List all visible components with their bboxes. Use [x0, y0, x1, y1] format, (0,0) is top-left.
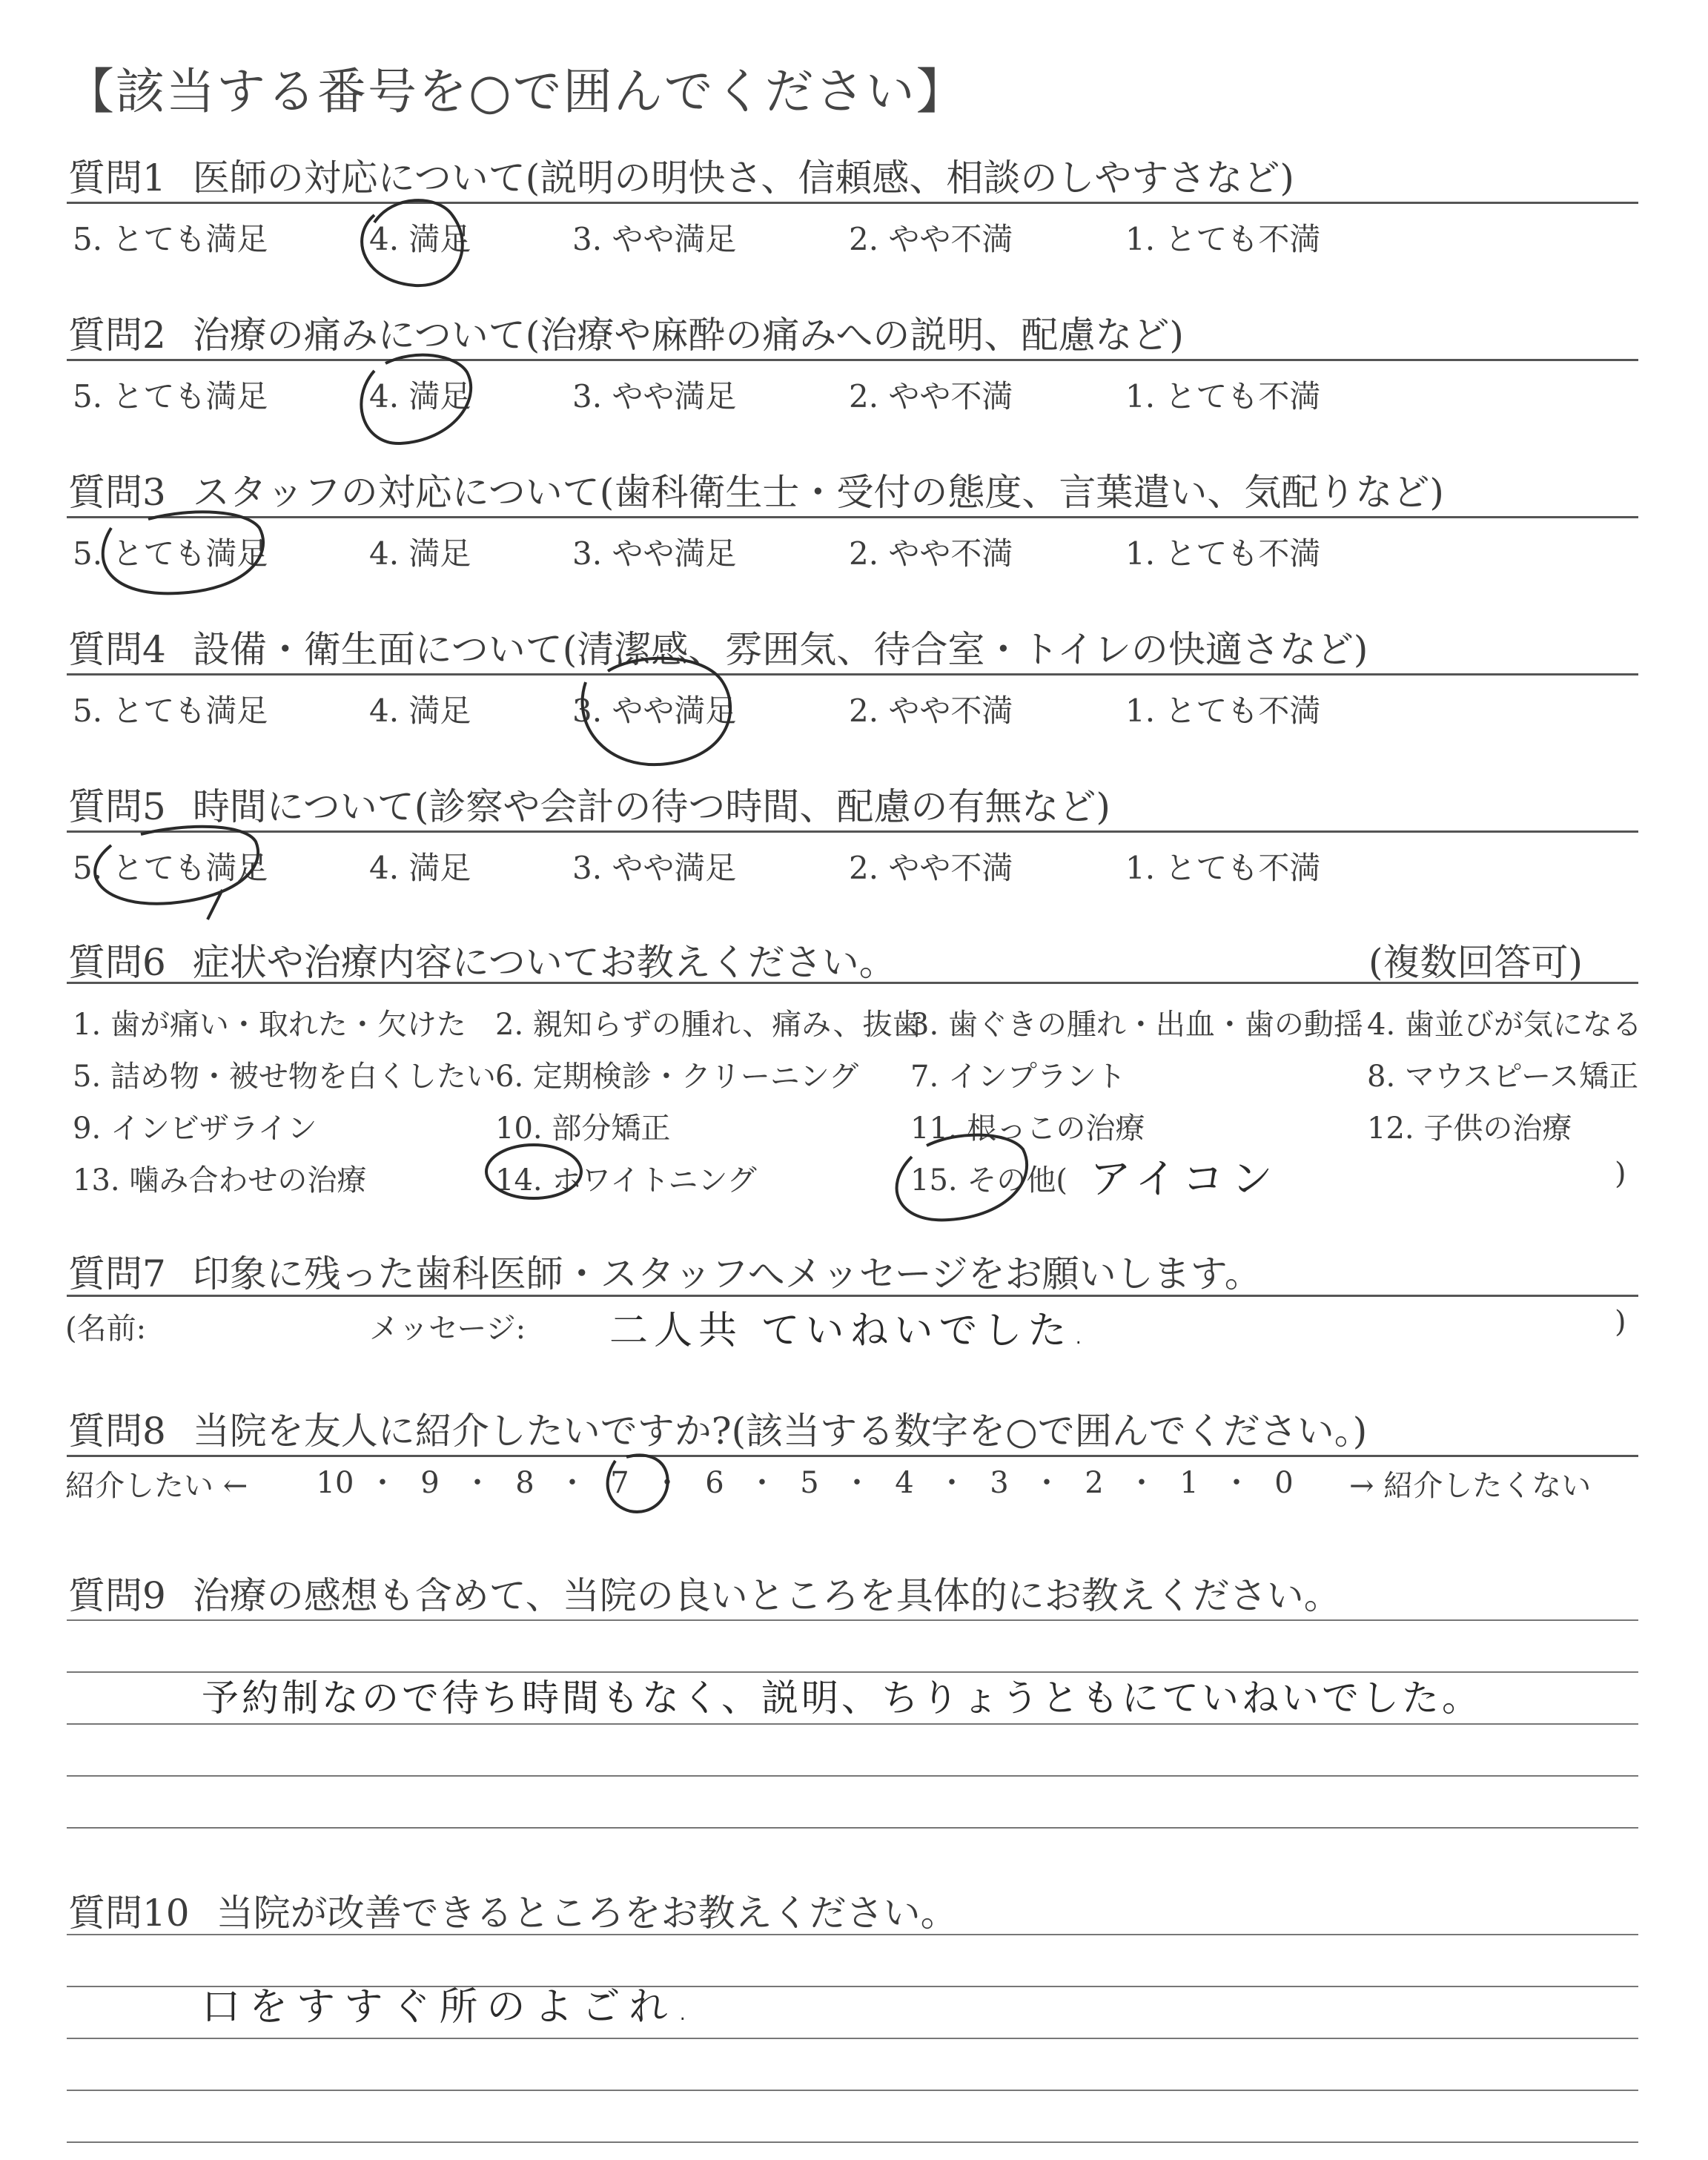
answer-line	[67, 1934, 1638, 1935]
question-number: 質問6	[68, 941, 166, 984]
q6-other-handwritten: アイコン	[1090, 1155, 1280, 1203]
scale-value-6[interactable]: 6	[705, 1466, 724, 1500]
q2-option-3[interactable]: 3. やや満足	[572, 378, 737, 415]
q3-option-1[interactable]: 1. とても不満	[1125, 535, 1321, 572]
q6-option-10[interactable]: 10. 部分矯正	[495, 1112, 671, 1146]
answer-line	[67, 1619, 1638, 1621]
divider	[67, 202, 1638, 204]
question-text: 当院を友人に紹介したいですか?(該当する数字を○で囲んでください。)	[192, 1410, 1368, 1453]
q4-option-3[interactable]: 3. やや満足	[572, 693, 737, 729]
q8-left-label: 紹介したい ←	[65, 1469, 248, 1503]
scale-separator: ・	[1032, 1466, 1062, 1500]
recommend-scale	[311, 1459, 1308, 1502]
question-number: 質問5	[68, 785, 166, 828]
q6-other-close: )	[1615, 1157, 1626, 1191]
answer-line	[67, 2141, 1638, 2143]
q4-option-1[interactable]: 1. とても不満	[1125, 693, 1321, 729]
q6-option-13[interactable]: 13. 噛み合わせの治療	[73, 1163, 367, 1198]
q6-option-3[interactable]: 3. 歯ぐきの腫れ・出血・歯の動揺	[910, 1008, 1363, 1042]
answer-line	[67, 2090, 1638, 2091]
question-number: 質問4	[68, 628, 166, 671]
q5-option-4[interactable]: 4. 満足	[369, 850, 471, 886]
q5-option-1[interactable]: 1. とても不満	[1125, 850, 1321, 886]
question-number: 質問9	[68, 1574, 166, 1617]
scale-separator: ・	[463, 1466, 492, 1500]
q6-option-15[interactable]: 15. その他(	[910, 1163, 1068, 1198]
q1-option-2[interactable]: 2. やや不満	[849, 221, 1013, 257]
q1-option-3[interactable]: 3. やや満足	[572, 221, 737, 257]
answer-line	[67, 1827, 1638, 1829]
q7-close: )	[1615, 1305, 1626, 1339]
scale-value-2[interactable]: 2	[1085, 1466, 1104, 1500]
q5-option-5[interactable]: 5. とても満足	[73, 850, 268, 886]
q3-option-5[interactable]: 5. とても満足	[73, 535, 268, 572]
q4-option-2[interactable]: 2. やや不満	[849, 693, 1013, 729]
q6-option-12[interactable]: 12. 子供の治療	[1367, 1112, 1572, 1146]
question-1	[68, 148, 1294, 202]
q3-option-3[interactable]: 3. やや満足	[572, 535, 737, 572]
answer-line	[67, 2038, 1638, 2039]
q7-message-label: メッセージ:	[369, 1312, 526, 1346]
question-number: 質問10	[68, 1892, 190, 1935]
question-text: 治療の痛みについて(治療や麻酔の痛みへの説明、配慮など)	[192, 314, 1184, 357]
question-5	[68, 777, 1110, 830]
q3-option-4[interactable]: 4. 満足	[369, 535, 471, 572]
scale-value-7[interactable]: 7	[610, 1466, 629, 1500]
divider	[67, 982, 1638, 984]
scale-separator: ・	[557, 1466, 587, 1500]
question-7	[68, 1244, 1262, 1298]
q5-option-2[interactable]: 2. やや不満	[849, 850, 1013, 886]
q6-option-4[interactable]: 4. 歯並びが気になる	[1367, 1008, 1642, 1042]
question-8	[68, 1401, 1367, 1455]
question-number: 質問1	[68, 156, 166, 199]
q6-option-6[interactable]: 6. 定期検診・クリーニング	[495, 1060, 859, 1094]
q6-option-1[interactable]: 1. 歯が痛い・取れた・欠けた	[73, 1008, 466, 1042]
question-4	[68, 620, 1368, 673]
scale-value-4[interactable]: 4	[895, 1466, 914, 1500]
q2-option-2[interactable]: 2. やや不満	[849, 378, 1013, 415]
scale-value-8[interactable]: 8	[515, 1466, 534, 1500]
scale-separator: ・	[747, 1466, 777, 1500]
scale-separator: ・	[368, 1466, 397, 1500]
question-number: 質問2	[68, 314, 166, 357]
scale-separator: ・	[842, 1466, 872, 1500]
q6-option-7[interactable]: 7. インプラント	[910, 1060, 1126, 1094]
q8-right-label: → 紹介したくない	[1349, 1469, 1592, 1503]
q2-option-5[interactable]: 5. とても満足	[73, 378, 268, 415]
q6-option-8[interactable]: 8. マウスピース矯正	[1367, 1060, 1639, 1094]
scale-value-5[interactable]: 5	[800, 1466, 819, 1500]
q4-option-5[interactable]: 5. とても満足	[73, 693, 268, 729]
q6-option-9[interactable]: 9. インビザライン	[73, 1112, 317, 1146]
scale-separator: ・	[1222, 1466, 1251, 1500]
form-header: 【該当する番号を○で囲んでください】	[65, 63, 967, 120]
scale-value-10[interactable]: 10	[316, 1466, 354, 1500]
divider	[67, 359, 1638, 361]
q1-option-1[interactable]: 1. とても不満	[1125, 221, 1321, 257]
q6-option-11[interactable]: 11. 根っこの治療	[910, 1112, 1145, 1146]
q1-option-4[interactable]: 4. 満足	[369, 221, 471, 257]
scale-value-0[interactable]: 0	[1274, 1466, 1294, 1500]
q4-option-4[interactable]: 4. 満足	[369, 693, 471, 729]
question-text: 当院が改善できるところをお教えください。	[216, 1892, 958, 1935]
answer-line	[67, 1723, 1638, 1725]
q6-option-5[interactable]: 5. 詰め物・被せ物を白くしたい	[73, 1060, 496, 1094]
question-number: 質問8	[68, 1410, 166, 1453]
q6-option-2[interactable]: 2. 親知らずの腫れ、痛み、抜歯	[495, 1008, 922, 1042]
question-10	[68, 1883, 958, 1937]
divider	[67, 516, 1638, 518]
divider	[67, 673, 1638, 676]
divider	[67, 830, 1638, 833]
multiple-answer-note: (複数回答可)	[1368, 941, 1583, 984]
question-text: 医師の対応について(説明の明快さ、信頼感、相談のしやすさなど)	[192, 156, 1294, 199]
scale-value-9[interactable]: 9	[420, 1466, 440, 1500]
question-text: 設備・衛生面について(清潔感、雰囲気、待合室・トイレの快適さなど)	[192, 628, 1368, 671]
question-3	[68, 463, 1444, 516]
q3-option-2[interactable]: 2. やや不満	[849, 535, 1013, 572]
scale-separator: ・	[937, 1466, 967, 1500]
q5-option-3[interactable]: 3. やや満足	[572, 850, 737, 886]
question-6	[68, 933, 896, 986]
divider	[67, 1295, 1638, 1297]
q9-answer-handwritten: 予約制なので待ち時間もなく、説明、ちりょうともにていねいでした。	[202, 1677, 1482, 1720]
question-text: 治療の感想も含めて、当院の良いところを具体的にお教えください。	[192, 1574, 1341, 1617]
divider	[67, 1455, 1638, 1457]
q7-name-label: (名前:	[65, 1312, 147, 1346]
question-number: 質問3	[68, 471, 166, 514]
q1-option-5[interactable]: 5. とても満足	[73, 221, 268, 257]
scale-value-1[interactable]: 1	[1179, 1466, 1199, 1500]
q10-answer-handwritten: 口をすすぐ所のよごれ.	[202, 1985, 698, 2029]
question-9	[68, 1566, 1341, 1619]
q7-message-handwritten: 二人共 ていねいでした.	[609, 1309, 1091, 1353]
scale-separator: ・	[1127, 1466, 1156, 1500]
scale-value-3[interactable]: 3	[990, 1466, 1009, 1500]
q2-option-1[interactable]: 1. とても不満	[1125, 378, 1321, 415]
q6-option-14[interactable]: 14. ホワイトニング	[495, 1163, 757, 1198]
question-text: スタッフの対応について(歯科衛生士・受付の態度、言葉遣い、気配りなど)	[192, 471, 1444, 514]
question-text: 印象に残った歯科医師・スタッフへメッセージをお願いします。	[192, 1252, 1262, 1295]
q2-option-4[interactable]: 4. 満足	[369, 378, 471, 415]
question-text: 症状や治療内容についてお教えください。	[192, 941, 896, 984]
scale-separator: ・	[652, 1466, 682, 1500]
answer-line	[67, 1775, 1638, 1777]
question-number: 質問7	[68, 1252, 166, 1295]
question-2	[68, 305, 1184, 359]
question-text: 時間について(診察や会計の待つ時間、配慮の有無など)	[192, 785, 1110, 828]
